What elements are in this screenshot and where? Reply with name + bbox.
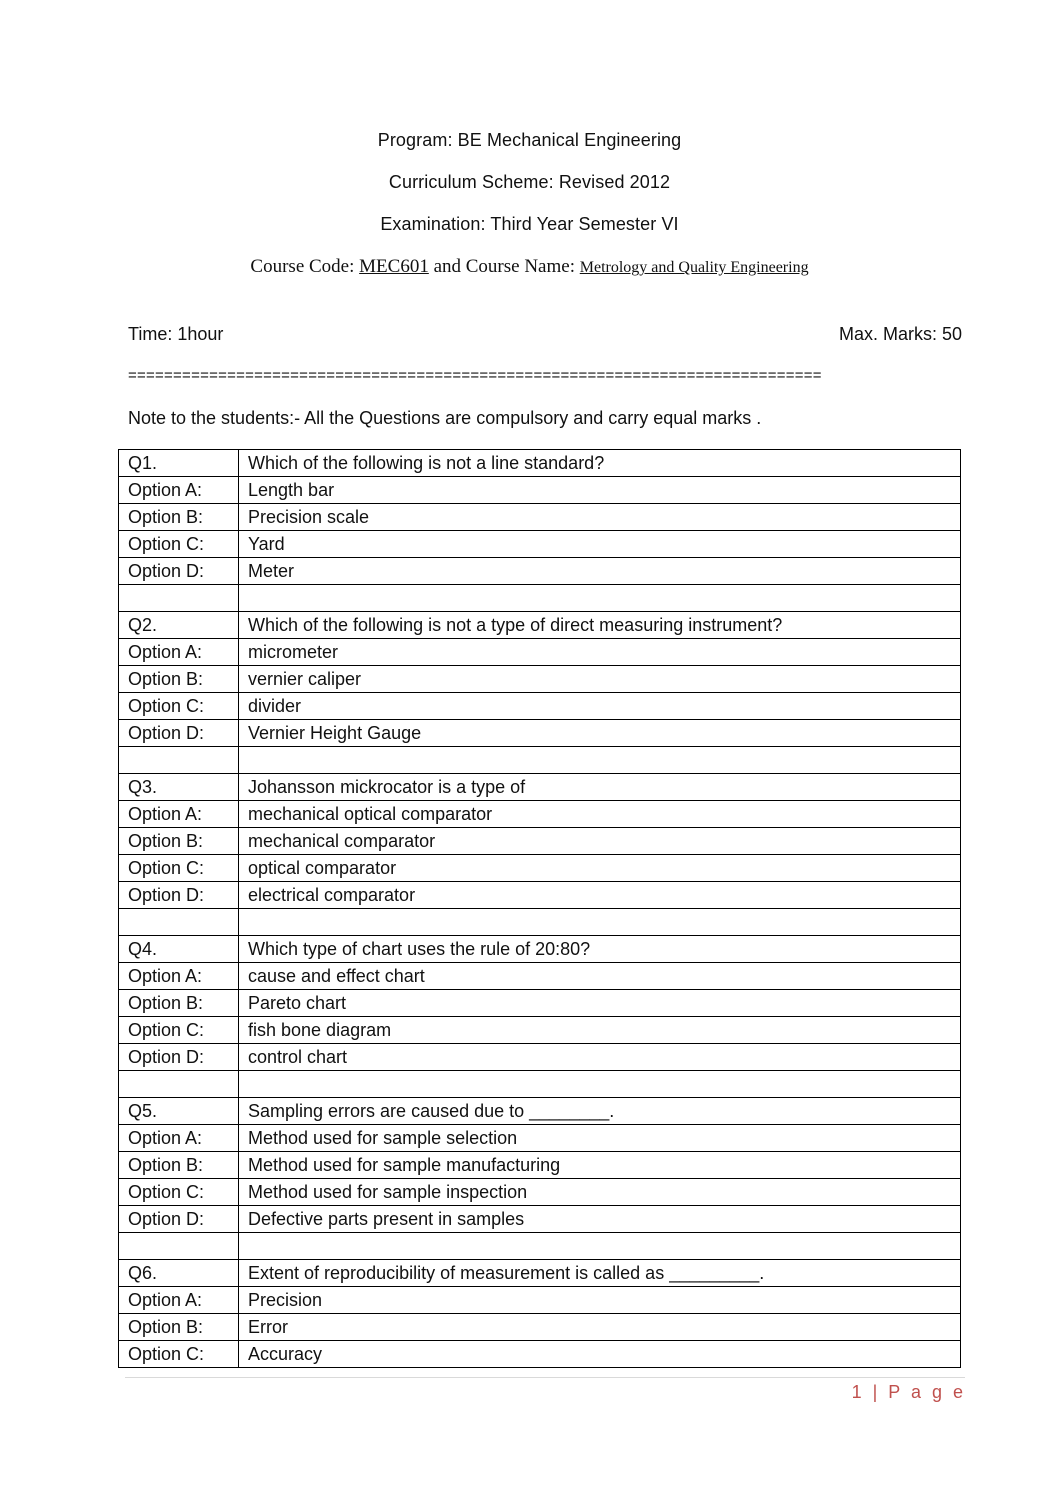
footer-rule [125, 1377, 965, 1378]
option-row-label-cell: Option D: [119, 558, 239, 585]
question-row [119, 612, 961, 639]
option-row-label-cell: Option C: [119, 1017, 239, 1044]
spacer-row [119, 1233, 961, 1260]
option-row [119, 828, 961, 855]
option-row-text-cell: electrical comparator [239, 882, 961, 909]
option-row-text-cell: Yard [239, 531, 961, 558]
question-row-label-cell: Q4. [119, 936, 239, 963]
spacer-row [119, 1071, 961, 1098]
spacer-row [119, 747, 961, 774]
option-row [119, 1152, 961, 1179]
option-row-label-cell: Option C: [119, 531, 239, 558]
option-row-text-cell: mechanical optical comparator [239, 801, 961, 828]
spacer-row-label-cell [119, 1233, 239, 1260]
option-row-text-cell: Accuracy [239, 1341, 961, 1368]
option-row-label-cell: Option D: [119, 720, 239, 747]
spacer-row-label-cell [119, 1071, 239, 1098]
option-row [119, 720, 961, 747]
question-row-text-cell: Which of the following is not a type of direct measuring instrument? [239, 612, 961, 639]
question-row-text-cell: Johansson mickrocator is a type of [239, 774, 961, 801]
option-row-text-cell: Precision scale [239, 504, 961, 531]
option-row-text-cell: Precision [239, 1287, 961, 1314]
note-to-students: Note to the students:- All the Questions are compulsory and carry equal marks . [128, 408, 762, 428]
option-row-text-cell: Defective parts present in samples [239, 1206, 961, 1233]
option-row-text-cell: Pareto chart [239, 990, 961, 1017]
spacer-row-text-cell [239, 909, 961, 936]
question-row-label-cell: Q5. [119, 1098, 239, 1125]
spacer-row-text-cell [239, 1071, 961, 1098]
option-row-label-cell: Option B: [119, 1314, 239, 1341]
question-row-text-cell: Sampling errors are caused due to ________. [239, 1098, 961, 1125]
question-row-label-cell: Q6. [119, 1260, 239, 1287]
spacer-row-label-cell [119, 747, 239, 774]
question-row-text-cell: Extent of reproducibility of measurement is called as _________. [239, 1260, 961, 1287]
course-code: MEC601 [359, 256, 429, 277]
option-row-label-cell: Option B: [119, 990, 239, 1017]
question-row [119, 936, 961, 963]
option-row [119, 1179, 961, 1206]
option-row-text-cell: fish bone diagram [239, 1017, 961, 1044]
question-row [119, 450, 961, 477]
option-row [119, 693, 961, 720]
max-marks-text: Max. Marks: 50 [838, 324, 962, 344]
questions-table [118, 449, 961, 1368]
option-row-text-cell: optical comparator [239, 855, 961, 882]
page-number: 1 | P a g e [851, 1382, 966, 1402]
course-line [0, 256, 1059, 278]
option-row-text-cell: Method used for sample inspection [239, 1179, 961, 1206]
question-row-label-cell: Q3. [119, 774, 239, 801]
spacer-row-text-cell [239, 585, 961, 612]
questions-table-body [119, 450, 961, 1368]
option-row-label-cell: Option B: [119, 666, 239, 693]
option-row [119, 666, 961, 693]
option-row [119, 1314, 961, 1341]
option-row-text-cell: control chart [239, 1044, 961, 1071]
option-row-text-cell: Error [239, 1314, 961, 1341]
spacer-row-text-cell [239, 747, 961, 774]
option-row-label-cell: Option D: [119, 882, 239, 909]
course-name-label: and Course Name: [428, 256, 580, 277]
spacer-row-label-cell [119, 909, 239, 936]
option-row [119, 477, 961, 504]
option-row-label-cell: Option D: [119, 1044, 239, 1071]
option-row-text-cell: Length bar [239, 477, 961, 504]
option-row-text-cell: micrometer [239, 639, 961, 666]
option-row [119, 558, 961, 585]
time-text: Time: 1hour [128, 324, 224, 344]
option-row [119, 801, 961, 828]
option-row [119, 882, 961, 909]
option-row [119, 1287, 961, 1314]
scheme-line: Curriculum Scheme: Revised 2012 [388, 172, 671, 192]
option-row-label-cell: Option A: [119, 639, 239, 666]
question-row-text-cell: Which of the following is not a line standard? [239, 450, 961, 477]
option-row-text-cell: vernier caliper [239, 666, 961, 693]
option-row-label-cell: Option A: [119, 1287, 239, 1314]
option-row [119, 504, 961, 531]
question-row [119, 774, 961, 801]
option-row-label-cell: Option C: [119, 855, 239, 882]
question-row [119, 1260, 961, 1287]
option-row [119, 1017, 961, 1044]
course-name: Metrology and Quality Engineering [579, 259, 809, 276]
option-row-label-cell: Option A: [119, 801, 239, 828]
spacer-row [119, 585, 961, 612]
examination-line: Examination: Third Year Semester VI [380, 214, 679, 234]
option-row-label-cell: Option A: [119, 477, 239, 504]
option-row-label-cell: Option B: [119, 504, 239, 531]
question-row-label-cell: Q1. [119, 450, 239, 477]
option-row-text-cell: Method used for sample selection [239, 1125, 961, 1152]
option-row [119, 1341, 961, 1368]
spacer-row-label-cell [119, 585, 239, 612]
option-row-label-cell: Option A: [119, 1125, 239, 1152]
option-row [119, 531, 961, 558]
question-row [119, 1098, 961, 1125]
question-row-text-cell: Which type of chart uses the rule of 20:80? [239, 936, 961, 963]
option-row [119, 1044, 961, 1071]
option-row-label-cell: Option A: [119, 963, 239, 990]
option-row-text-cell: mechanical comparator [239, 828, 961, 855]
option-row-text-cell: Meter [239, 558, 961, 585]
spacer-row-text-cell [239, 1233, 961, 1260]
separator-line: ============================================================================= [128, 367, 822, 384]
option-row [119, 990, 961, 1017]
option-row-label-cell: Option B: [119, 1152, 239, 1179]
option-row-text-cell: Method used for sample manufacturing [239, 1152, 961, 1179]
question-row-label-cell: Q2. [119, 612, 239, 639]
option-row-label-cell: Option B: [119, 828, 239, 855]
course-code-label: Course Code: [250, 256, 360, 277]
option-row-text-cell: cause and effect chart [239, 963, 961, 990]
program-line: Program: BE Mechanical Engineering [377, 130, 682, 150]
option-row [119, 963, 961, 990]
option-row-text-cell: Vernier Height Gauge [239, 720, 961, 747]
option-row [119, 639, 961, 666]
option-row-label-cell: Option C: [119, 1341, 239, 1368]
option-row-label-cell: Option C: [119, 693, 239, 720]
option-row-label-cell: Option C: [119, 1179, 239, 1206]
option-row [119, 1206, 961, 1233]
option-row [119, 1125, 961, 1152]
option-row [119, 855, 961, 882]
option-row-text-cell: divider [239, 693, 961, 720]
spacer-row [119, 909, 961, 936]
option-row-label-cell: Option D: [119, 1206, 239, 1233]
